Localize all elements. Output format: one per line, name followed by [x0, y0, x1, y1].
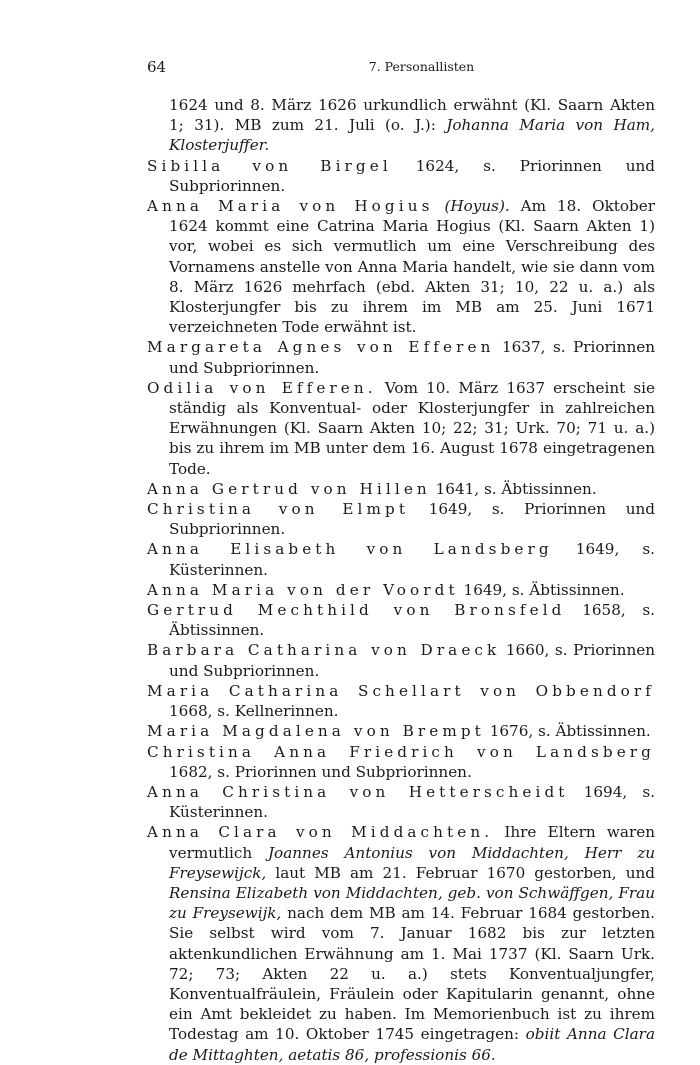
body-text: 1658, s. Äbtissinnen.	[169, 601, 655, 640]
italic-text: Joannes Antonius von Middachten, Herr zu Freysewijck,	[169, 843, 655, 882]
body-text: 1660, s. Priorinnen und Subpriorinnen.	[169, 641, 655, 680]
list-item	[147, 378, 655, 479]
body-text: 1641, s. Äbtissinnen.	[430, 479, 597, 498]
list-item	[147, 822, 655, 1064]
body-text: 1668, s. Kellnerinnen.	[169, 702, 339, 721]
body-text: nach dem MB am 14. Februar 1684 gestorben. Sie selbst wird vom 7. Januar 1682 bis zur letzten aktenkundlichen Erwähnung am 1. Mai 1737 (Kl. Saarn Urk. 72; 73; Akten 22 u. a.) stets Konventualjungfer, Konventualfräulein, Fräulein oder Kapitularin genannt, ohne ein Amt bekleidet zu haben. Im Memorienbuch ist zu ihrem Todestag am 10. Oktober 1745 eingetragen:	[169, 904, 655, 1044]
entry-list	[147, 95, 655, 1065]
page-header	[147, 58, 656, 80]
body-text: laut MB am 21. Februar 1670 gestorben, und	[266, 863, 655, 882]
body-text: 1649, s. Priorinnen und Subpriorinnen.	[169, 500, 655, 539]
person-name: Christina Anna Friedrich von Landsberg	[147, 742, 655, 761]
list-item	[147, 337, 655, 377]
body-text: 1637, s. Priorinnen und Subpriorinnen.	[169, 338, 655, 377]
person-name: Odilia von Efferen.	[147, 378, 377, 397]
person-name: Anna Maria von Hogius	[147, 197, 434, 216]
list-item	[147, 782, 655, 822]
list-item	[147, 499, 655, 539]
person-name: Anna Elisabeth von Landsberg	[147, 540, 553, 559]
list-item	[147, 600, 655, 640]
person-name: Anna Maria von der Voordt	[147, 580, 459, 599]
body-text: 1682, s. Priorinnen und Subpriorinnen.	[169, 762, 472, 781]
list-item	[147, 742, 655, 782]
person-name: Anna Clara von Middachten.	[147, 823, 494, 842]
italic-text: (Hoyus).	[444, 197, 510, 216]
page-number: 64	[147, 58, 167, 76]
italic-text: obiit Anna Clara de Mittaghten, aetatis 86, professionis 66.	[169, 1025, 655, 1064]
list-item	[147, 640, 655, 680]
list-item	[147, 681, 655, 721]
list-item	[147, 539, 655, 579]
body-text: 1624, s. Priorinnen und Subpriorinnen.	[169, 156, 655, 195]
person-name: Sibilla von Birgel	[147, 156, 392, 175]
body-text: 1649, s. Äbtissinnen.	[458, 580, 625, 599]
running-title: 7. Personallisten	[368, 59, 475, 74]
person-name: Maria Catharina Schellart von Obbendorf	[147, 681, 655, 700]
person-name: Maria Magdalena von Brempt	[147, 722, 485, 741]
list-item	[147, 580, 655, 600]
person-name: Gertrud Mechthild von Bronsfeld	[147, 601, 566, 620]
body-text: 1624 und 8. März 1626 urkundlich erwähnt (Kl. Saarn Akten 1; 31). MB zum 21. Juli (o. J.):	[169, 96, 655, 135]
list-item	[147, 95, 655, 156]
body-text: 1694, s. Küsterinnen.	[169, 782, 655, 822]
person-name: Barbara Catharina von Draeck	[147, 641, 501, 660]
italic-text: Rensina Elizabeth von Middachten, geb. von Schwäffgen, Frau zu Freysewijk,	[169, 883, 655, 923]
list-item	[147, 479, 655, 499]
body-text: 1676, s. Äbtissinnen.	[484, 722, 651, 741]
person-name: Anna Christina von Hetterscheidt	[147, 782, 569, 801]
list-item	[147, 721, 655, 741]
list-item	[147, 196, 655, 337]
body-text: Am 18. Oktober 1624 kommt eine Catrina Maria Hogius (Kl. Saarn Akten 1) vor, wobei es sich vermutlich um eine Verschreibung des Vornamens anstelle von Anna Maria handelt, wie sie dann vom 8. März 1626 mehrfach (ebd. Akten 31; 10, 22 u. a.) als Klosterjungfer bis zu ihrem im MB am 25. Juni 1671 verzeichneten Tode erwähnt ist.	[169, 197, 655, 337]
body-text: Ihre Eltern waren vermutlich	[169, 823, 655, 862]
body-text	[434, 197, 445, 215]
person-name: Christina von Elmpt	[147, 500, 410, 519]
person-name: Margareta Agnes von Efferen	[147, 338, 495, 357]
list-item	[147, 156, 655, 196]
body-text: 1649, s. Küsterinnen.	[169, 540, 655, 579]
person-name: Anna Gertrud von Hillen	[147, 479, 431, 498]
italic-text: Johanna Maria von Ham, Klosterjuffer.	[169, 116, 655, 155]
body-text: Vom 10. März 1637 erscheint sie ständig als Konventual- oder Klosterjungfer in zahlreichen Erwähnungen (Kl. Saarn Akten 10; 22; 31; Urk. 70; 71 u. a.) bis zu ihrem im MB unter dem 16. August 1678 eingetragenen Tode.	[169, 378, 655, 478]
